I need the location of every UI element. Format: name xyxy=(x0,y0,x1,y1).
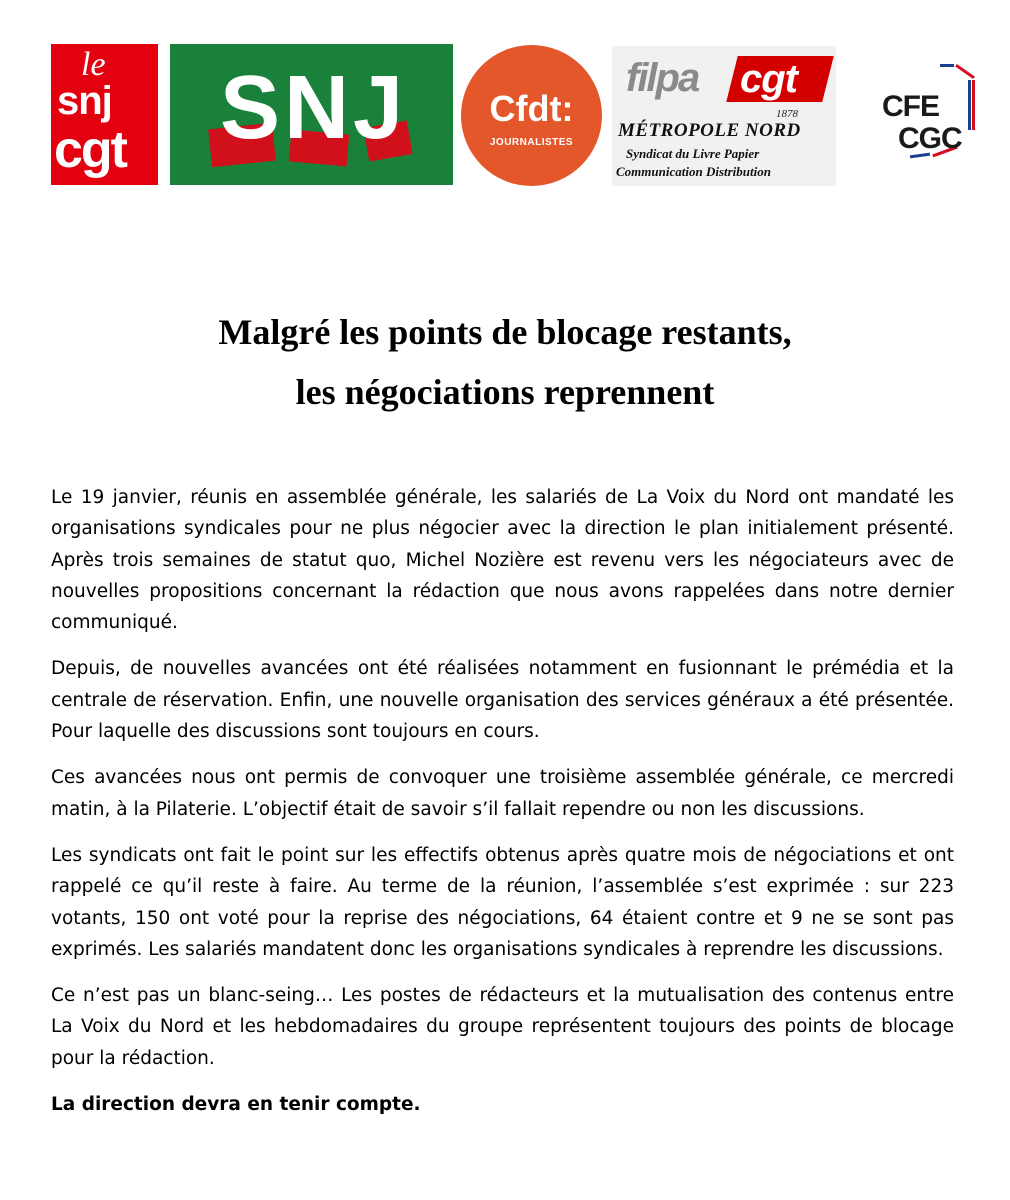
snj-cgt-logo-le: le xyxy=(81,46,106,83)
snj-logo xyxy=(170,44,453,185)
filpac-logo-line1: Syndicat du Livre Papier xyxy=(626,146,760,161)
snj-cgt-logo-cgt: cgt xyxy=(54,121,126,179)
snj-logo-text: SNJ xyxy=(220,58,408,158)
snj-cgt-logo xyxy=(51,44,158,185)
filpac-logo-cgt: cgt xyxy=(740,57,797,101)
cfdt-logo-text: Cfdt: xyxy=(489,88,574,129)
cfdt-logo xyxy=(461,45,602,186)
logo-bar xyxy=(0,0,1010,200)
page-title xyxy=(0,302,1010,422)
paragraph: Les syndicats ont fait le point sur les effectifs obtenus après quatre mois de négociations et ont rappelé ce qu’il reste à faire. Au terme de la réunion, l’assemblée s’est exprimée : sur 223 votants, 150 ont voté pour la reprise des négociations, 64 étaient contre et 9 ne se sont pas exprimés. Les salariés mandatent donc les organisations syndicales à reprendre les discussions. xyxy=(51,844,954,960)
cfe-cgc-logo-line1: CFE xyxy=(882,90,939,123)
cfdt-logo-subtitle: JOURNALISTES xyxy=(489,137,574,148)
filpac-logo-metropole: MÉTROPOLE NORD xyxy=(618,120,801,141)
cfe-cgc-logo-line2: CGC xyxy=(898,122,962,155)
closing-statement: La direction devra en tenir compte. xyxy=(51,1094,421,1116)
snj-cgt-logo-snj: snj xyxy=(57,79,112,123)
title-line-1: Malgré les points de blocage restants, xyxy=(218,312,792,352)
article-body xyxy=(51,482,954,1135)
paragraph: Depuis, de nouvelles avancées ont été réalisées notamment en fusionnant le prémédia et la centrale de réservation. Enfin, une nouvelle organisation des services généraux a été présentée. Pour laquelle des discussions sont toujours en cours. xyxy=(51,658,954,743)
cfe-cgc-logo xyxy=(880,58,978,164)
filpac-logo-year: 1878 xyxy=(776,108,798,120)
filpac-logo-brand: filpa xyxy=(626,56,699,100)
filpac-logo-line2: Communication Distribution xyxy=(616,164,771,179)
paragraph: Ce n’est pas un blanc-seing… Les postes de rédacteurs et la mutualisation des contenus entre La Voix du Nord et les hebdomadaires du groupe représentent toujours des points de blocage pour la rédaction. xyxy=(51,985,954,1069)
paragraph: Ces avancées nous ont permis de convoquer une troisième assemblée générale, ce mercredi matin, à la Pilaterie. L’objectif était de savoir s’il fallait rependre ou non les discussions. xyxy=(51,767,954,820)
paragraph: Le 19 janvier, réunis en assemblée générale, les salariés de La Voix du Nord ont mandaté les organisations syndicales pour ne plus négocier avec la direction le plan initialement présenté. Après trois semaines de statut quo, Michel Nozière est revenu vers les négociateurs avec de nouvelles propositions concernant la rédaction que nous avons rappelées dans notre dernier communiqué. xyxy=(51,487,954,634)
filpac-cgt-logo xyxy=(612,46,836,186)
title-line-2: les négociations reprennent xyxy=(295,372,715,412)
